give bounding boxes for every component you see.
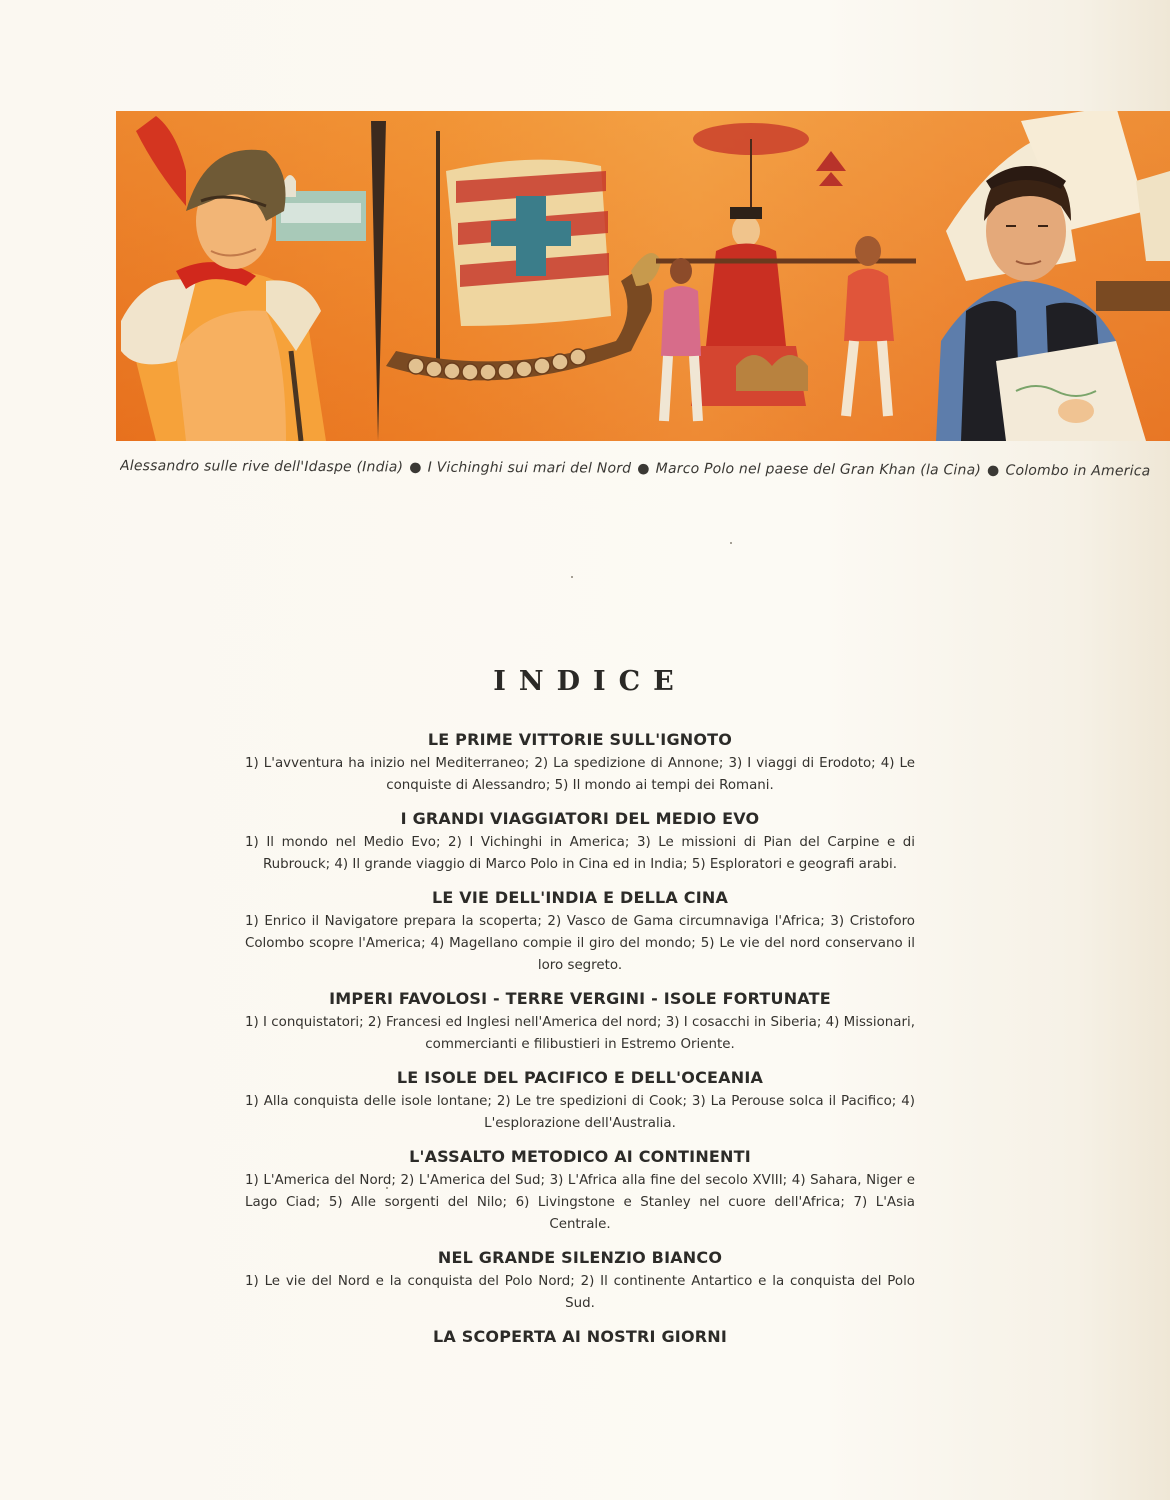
toc-section-chapters: 1) L'avventura ha inizio nel Mediterraneo; 2) La spedizione di Annone; 3) I viaggi di Erodoto; 4) Le conquiste di Alessandro; 5) Il mondo ai tempi dei Romani. [245,756,915,793]
caption-item-marco-polo: Marco Polo nel paese del Gran Khan (la Cina) [655,460,982,479]
illustration-caption [120,458,1170,479]
toc-section [245,1248,915,1315]
caption-separator: ● [637,460,650,477]
toc-section [245,1327,915,1346]
toc-section-heading: IMPERI FAVOLOSI - TERRE VERGINI - ISOLE FORTUNATE [329,989,831,1008]
paper-speck [730,542,732,544]
toc-section-chapters: 1) L'America del Nord; 2) L'America del Sud; 3) L'Africa alla fine del secolo XVIII; 4) Sahara, Niger e Lago Ciad; 5) Alle sorgenti del Nilo; 6) Livingstone e Stanley nel cuore dell'Africa; 7) L'Asia Centrale. [245,1173,915,1232]
caption-item-columbus: Colombo in America [1005,462,1151,480]
toc-section-heading: LA SCOPERTA AI NOSTRI GIORNI [432,1327,728,1346]
toc-section [245,1147,915,1236]
toc-section-chapters: 1) Enrico il Navigatore prepara la scoperta; 2) Vasco de Gama circumnaviga l'Africa; 3) Cristoforo Colombo scopre l'America; 4) Magellano compie il giro del mondo; 5) Le vie del nord conservano il loro segreto. [245,914,915,973]
toc-section-heading: L'ASSALTO METODICO AI CONTINENTI [409,1147,751,1166]
caption-separator: ● [987,462,1000,479]
toc-section-heading: LE ISOLE DEL PACIFICO E DELL'OCEANIA [396,1068,764,1087]
toc-section-heading: LE VIE DELL'INDIA E DELLA CINA [431,888,729,907]
caption-separator: ● [409,459,422,476]
toc-section-chapters: 1) Il mondo nel Medio Evo; 2) I Vichinghi in America; 3) Le missioni di Pian del Carpine e di Rubrouck; 4) Il grande viaggio di Marco Polo in Cina ed in India; 5) Esploratori e geografi arabi. [245,835,915,872]
toc-section-heading: LE PRIME VITTORIE SULL'IGNOTO [427,730,733,749]
caption-item-vikings: I Vichinghi sui mari del Nord [427,459,632,477]
caption-item-alexander: Alessandro sulle rive dell'Idaspe (India) [119,458,404,476]
paper-speck [571,576,573,578]
toc-section-heading: I GRANDI VIAGGIATORI DEL MEDIO EVO [400,809,760,828]
toc-section-chapters: 1) Le vie del Nord e la conquista del Polo Nord; 2) Il continente Antartico e la conquista del Polo Sud. [245,1274,915,1311]
toc-section [245,989,915,1056]
toc-section [245,1068,915,1135]
illustration-banner [116,111,1170,441]
table-of-contents [245,730,915,1358]
toc-section-chapters: 1) I conquistatori; 2) Francesi ed Inglesi nell'America del nord; 3) I cosacchi in Siberia; 4) Missionari, commercianti e filibustieri in Estremo Oriente. [245,1015,915,1052]
toc-section [245,888,915,977]
explorers-illustration [116,111,1170,441]
toc-section-chapters: 1) Alla conquista delle isole lontane; 2) Le tre spedizioni di Cook; 3) La Perouse solca il Pacifico; 4) L'esplorazione dell'Australia. [245,1094,915,1131]
index-title: INDICE [493,666,687,698]
toc-section [245,730,915,797]
toc-section-heading: NEL GRANDE SILENZIO BIANCO [437,1248,723,1267]
toc-section [245,809,915,876]
